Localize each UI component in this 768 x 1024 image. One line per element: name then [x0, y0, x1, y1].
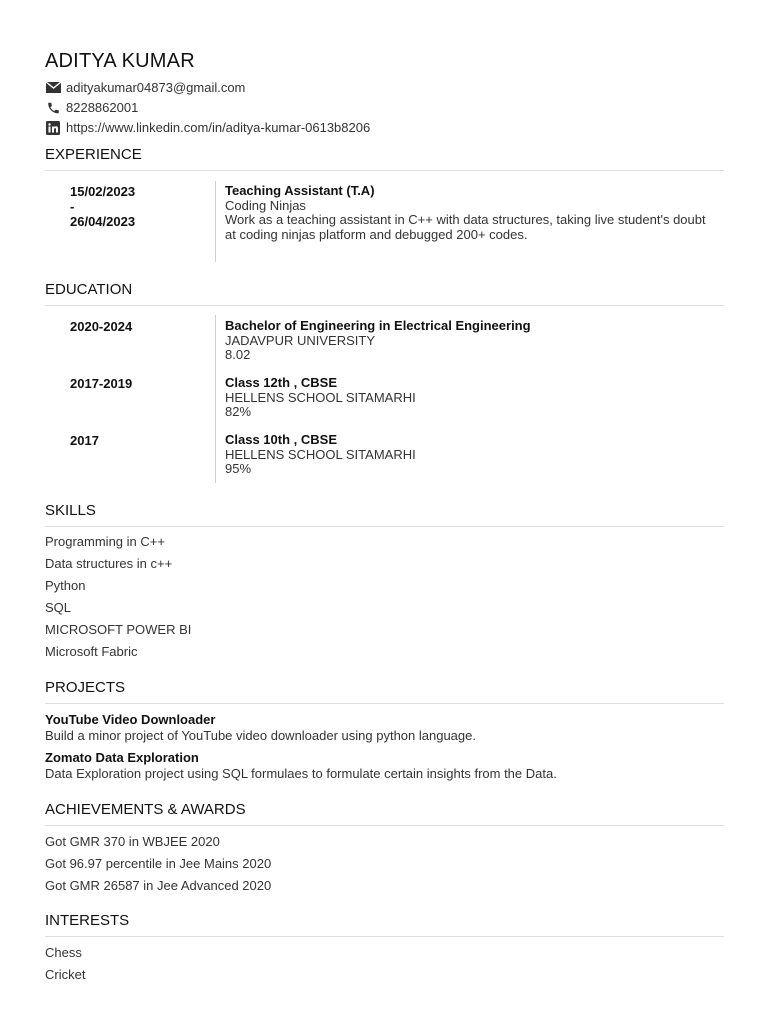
education-divider [45, 305, 724, 306]
experience-org: Coding Ninjas [225, 197, 306, 213]
experience-date-sep: - [70, 199, 75, 214]
achievements-heading: ACHIEVEMENTS & AWARDS [45, 801, 246, 818]
achievements-divider [45, 825, 724, 826]
phone-icon [45, 101, 61, 115]
education-degree-3: Class 10th , CBSE [225, 432, 337, 447]
education-heading: EDUCATION [45, 281, 133, 298]
education-timeline-line [215, 315, 216, 483]
skills-divider [45, 526, 724, 527]
phone-text[interactable]: 8228862001 [66, 100, 139, 115]
experience-date-end: 26/04/2023 [70, 214, 136, 229]
experience-date-start: 15/02/2023 [70, 184, 136, 199]
achievement-item: Got GMR 26587 in Jee Advanced 2020 [45, 878, 272, 893]
contact-phone [45, 100, 138, 115]
experience-heading: EXPERIENCE [45, 146, 142, 163]
skill-item: Microsoft Fabric [45, 644, 138, 659]
education-entry-2 [225, 376, 715, 420]
linkedin-text[interactable]: https://www.linkedin.com/in/aditya-kumar-0613b8206 [66, 120, 371, 135]
skill-item: Python [45, 578, 86, 593]
projects-divider [45, 703, 724, 704]
project-title-1: YouTube Video Downloader [45, 712, 216, 727]
contact-linkedin [45, 120, 370, 135]
skill-item: MICROSOFT POWER BI [45, 622, 192, 637]
education-score-2: 82% [225, 404, 252, 419]
interests-heading: INTERESTS [45, 912, 130, 929]
achievement-item: Got GMR 370 in WBJEE 2020 [45, 834, 220, 849]
education-school-3: HELLENS SCHOOL SITAMARHI [225, 446, 416, 462]
experience-timeline-line [215, 181, 216, 262]
education-score-3: 95% [225, 461, 252, 476]
education-degree-1: Bachelor of Engineering in Electrical Engineering [225, 318, 531, 333]
projects-heading: PROJECTS [45, 679, 126, 696]
skills-heading: SKILLS [45, 502, 96, 519]
experience-role: Teaching Assistant (T.A) [225, 183, 375, 198]
project-title-2: Zomato Data Exploration [45, 750, 199, 765]
education-school-2: HELLENS SCHOOL SITAMARHI [225, 389, 416, 405]
mail-icon [45, 81, 61, 95]
skill-item: Programming in C++ [45, 534, 165, 549]
interest-item: Chess [45, 945, 82, 960]
skill-item: Data structures in c++ [45, 556, 173, 571]
project-desc-2: Data Exploration project using SQL formulaes to formulate certain insights from the Data. [45, 766, 557, 781]
education-date-2: 2017-2019 [70, 376, 133, 391]
education-entry-1 [225, 319, 715, 363]
interest-item: Cricket [45, 967, 86, 982]
experience-desc: Work as a teaching assistant in C++ with data structures, taking live student's doubt at coding ninjas platform and debugged 200+ codes. [225, 212, 706, 242]
contact-email [45, 80, 245, 95]
email-text[interactable]: adityakumar04873@gmail.com [66, 80, 246, 95]
education-score-1: 8.02 [225, 347, 251, 362]
interests-divider [45, 936, 724, 937]
education-entry-3 [225, 433, 715, 477]
linkedin-icon [45, 121, 61, 135]
candidate-name: ADITYA KUMAR [45, 50, 195, 72]
experience-entry [225, 184, 715, 242]
experience-date [70, 184, 135, 229]
achievement-item: Got 96.97 percentile in Jee Mains 2020 [45, 856, 272, 871]
experience-divider [45, 170, 724, 171]
education-date-3: 2017 [70, 433, 99, 448]
education-school-1: JADAVPUR UNIVERSITY [225, 332, 376, 348]
education-date-1: 2020-2024 [70, 319, 133, 334]
education-degree-2: Class 12th , CBSE [225, 375, 337, 390]
skill-item: SQL [45, 600, 72, 615]
project-desc-1: Build a minor project of YouTube video downloader using python language. [45, 728, 476, 743]
